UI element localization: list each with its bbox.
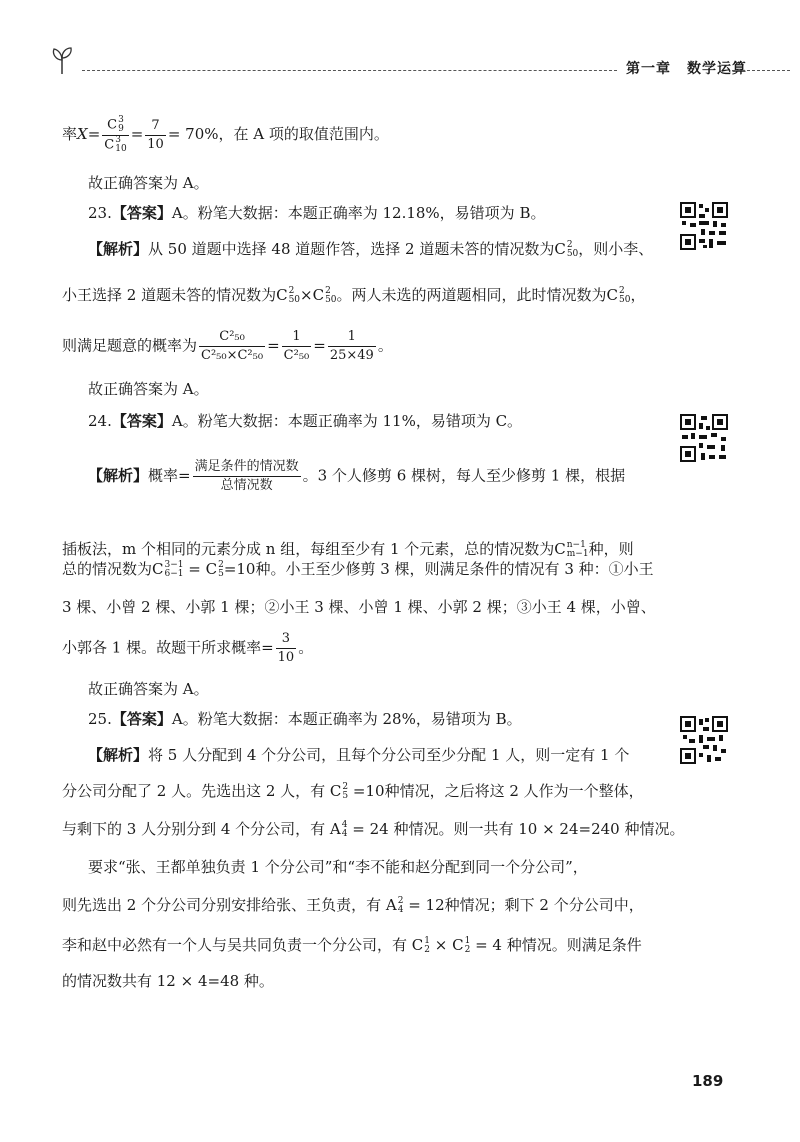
explanation-25-line-7: 的情况数共有 12 × 4=48 种。 xyxy=(62,972,274,990)
explanation-23-line-3 xyxy=(62,328,393,365)
superscript: 1 xyxy=(464,936,471,946)
question-number: 24. xyxy=(88,412,112,430)
sprout-icon xyxy=(48,46,76,76)
subscript: 50 xyxy=(619,295,631,305)
denominator: 10 xyxy=(147,136,164,152)
answer-text: A。粉笔大数据：本题正确率为 11%，易错项为 C。 xyxy=(171,412,523,430)
explanation-25-line-6 xyxy=(62,934,642,956)
qr-code-icon[interactable] xyxy=(680,202,728,250)
text: = xyxy=(313,336,326,355)
text: = 24 种情况。则一共有 10 × 24=240 种情况。 xyxy=(347,820,685,838)
superscript: 4 xyxy=(341,820,348,830)
text: = 12种情况；剩下 2 个分公司中， xyxy=(403,896,644,914)
subscript: 9 xyxy=(118,124,124,134)
numerator: 满足条件的情况数 xyxy=(193,458,301,477)
numerator: 3 xyxy=(276,630,297,649)
subscript: 4 xyxy=(341,829,348,839)
question-24-answer xyxy=(88,410,522,432)
superscript: 3 xyxy=(118,115,124,125)
explanation-25-line-3 xyxy=(62,818,684,840)
text: 与剩下的 3 人分别分到 4 个分公司，有 A xyxy=(62,820,341,838)
text: 小王选择 2 道题未答的情况数为C xyxy=(62,286,288,304)
text: = C xyxy=(183,560,218,578)
superscript: 3 xyxy=(115,134,121,145)
page-number: 189 xyxy=(692,1072,724,1090)
header-rule-left xyxy=(82,70,617,71)
text: 将 5 人分配到 4 个分公司，且每个分公司至少分配 1 人，则一定有 1 个 xyxy=(148,746,630,764)
superscript: 2 xyxy=(342,782,349,792)
text: 总的情况数为C xyxy=(62,560,164,578)
subscript: 2 xyxy=(424,945,430,955)
symbol: C xyxy=(107,117,118,133)
text: ×C xyxy=(300,286,325,304)
answer-line: 故正确答案为 A。 xyxy=(88,680,209,698)
text: 分公司分配了 2 人。先选出这 2 人，有 C xyxy=(62,782,342,800)
fraction xyxy=(193,458,301,495)
numerator: 7 xyxy=(145,117,166,136)
subscript: 2 xyxy=(464,945,471,955)
text: ， xyxy=(630,286,646,304)
superscript: 2 xyxy=(288,286,295,296)
subscript: m−1 xyxy=(566,549,589,559)
text: = xyxy=(87,125,101,143)
text: 。3 个人修剪 6 棵树，每人至少修剪 1 棵，根据 xyxy=(302,466,626,485)
text: 概率= xyxy=(148,466,191,485)
fraction xyxy=(282,328,312,365)
subscript: 6−1 xyxy=(164,569,184,579)
text: 从 50 道题中选择 48 道题作答，选择 2 道题未答的情况数为C xyxy=(148,240,566,258)
subscript: 5 xyxy=(342,791,349,801)
fraction xyxy=(199,328,265,365)
numerator: 1 xyxy=(328,328,376,347)
explanation-23-line-2 xyxy=(62,284,645,306)
question-number: 25. xyxy=(88,710,112,728)
text: 插板法，m 个相同的元素分成 n 组，每组至少有 1 个元素，总的情况数为C xyxy=(62,540,566,558)
qr-code-icon[interactable] xyxy=(680,716,728,764)
fraction xyxy=(102,116,128,154)
subscript: 5 xyxy=(218,569,224,579)
numerator: 1 xyxy=(282,328,312,347)
superscript: 2 xyxy=(619,286,625,296)
denominator: 总情况数 xyxy=(220,478,273,493)
explanation-23-line-1 xyxy=(88,238,653,260)
answer-text: A。粉笔大数据：本题正确率为 12.18%，易错项为 B。 xyxy=(171,204,546,222)
subscript: 50 xyxy=(325,295,337,305)
symbol: C xyxy=(104,137,115,152)
superscript: 2 xyxy=(218,560,224,570)
text: = 70%，在 A 项的取值范围内。 xyxy=(167,125,389,143)
question-23-answer xyxy=(88,202,545,224)
answer-line: 故正确答案为 A。 xyxy=(88,174,209,192)
superscript: 3−1 xyxy=(164,560,184,570)
superscript: 2 xyxy=(566,240,573,250)
superscript: 2 xyxy=(397,896,404,906)
denominator: 10 xyxy=(277,650,295,665)
fraction xyxy=(276,630,297,667)
answer-line: 故正确答案为 A。 xyxy=(88,380,209,398)
explanation-25-line-5 xyxy=(62,894,644,916)
answer-tag: 【答案】 xyxy=(111,204,172,222)
text: =10种。小王至少修剪 3 棵，则满足条件的情况有 3 种：①小王 xyxy=(223,560,654,578)
text: 。 xyxy=(377,336,393,355)
text-line xyxy=(62,116,389,154)
explanation-24-line-1 xyxy=(88,458,625,495)
denominator: 25×49 xyxy=(329,348,374,363)
question-number: 23. xyxy=(88,204,112,222)
page-header xyxy=(40,46,790,86)
explanation-24-line-5 xyxy=(62,630,313,667)
explanation-24-line-3 xyxy=(62,558,654,580)
text: 种，则 xyxy=(588,540,634,558)
answer-tag: 【答案】 xyxy=(111,710,172,728)
text: 小郭各 1 棵。故题干所求概率= xyxy=(62,638,274,657)
fraction xyxy=(145,117,166,154)
text: 则满足题意的概率为 xyxy=(62,336,198,355)
superscript: 1 xyxy=(424,936,430,946)
text: = xyxy=(130,125,144,143)
explanation-tag: 【解析】 xyxy=(88,466,149,485)
superscript: 2 xyxy=(325,286,331,296)
numerator: C²₅₀ xyxy=(199,328,265,347)
subscript: 4 xyxy=(397,905,404,915)
explanation-tag: 【解析】 xyxy=(88,240,149,258)
answer-text: A。粉笔大数据：本题正确率为 28%，易错项为 B。 xyxy=(171,710,522,728)
denominator: C²₅₀×C²₅₀ xyxy=(201,348,264,363)
subscript: 10 xyxy=(115,143,127,154)
explanation-24-line-4: 3 棵、小曾 2 棵、小郭 1 棵；②小王 3 棵、小曾 1 棵、小郭 2 棵；③小王 4 棵，小曾、 xyxy=(62,598,656,616)
subscript: 50 xyxy=(288,295,301,305)
variable: X xyxy=(77,125,88,143)
header-rule-right xyxy=(732,70,790,71)
explanation-25-line-4: 要求“张、王都单独负责 1 个分公司”和“李不能和赵分配到同一个分公司”， xyxy=(88,858,588,876)
section-label: 数学运算 xyxy=(687,61,747,77)
text: 。两人未选的两道题相同，此时情况数为C xyxy=(336,286,618,304)
text: 。 xyxy=(298,638,314,657)
text: 则先选出 2 个分公司分别安排给张、王负责，有 A xyxy=(62,896,397,914)
qr-code-icon[interactable] xyxy=(680,414,728,462)
question-25-answer xyxy=(88,708,522,730)
text: = xyxy=(267,336,280,355)
subscript: 50 xyxy=(566,249,579,259)
superscript: n−1 xyxy=(566,540,586,550)
text: × C xyxy=(429,936,464,954)
explanation-25-line-2 xyxy=(62,780,644,802)
text: = 4 种情况。则满足条件 xyxy=(470,936,642,954)
text: ，则小李、 xyxy=(578,240,654,258)
chapter-label: 第一章 xyxy=(626,61,671,77)
explanation-25-line-1 xyxy=(88,744,629,766)
text: =10种情况，之后将这 2 人作为一个整体， xyxy=(348,782,644,800)
chapter-title xyxy=(626,58,763,78)
explanation-24-line-2 xyxy=(62,538,634,560)
denominator: C²₅₀ xyxy=(283,348,310,363)
fraction xyxy=(328,328,376,365)
answer-tag: 【答案】 xyxy=(111,412,172,430)
text: 率 xyxy=(62,125,78,143)
explanation-tag: 【解析】 xyxy=(88,746,149,764)
text: 李和赵中必然有一个人与吴共同负责一个分公司，有 C xyxy=(62,936,424,954)
